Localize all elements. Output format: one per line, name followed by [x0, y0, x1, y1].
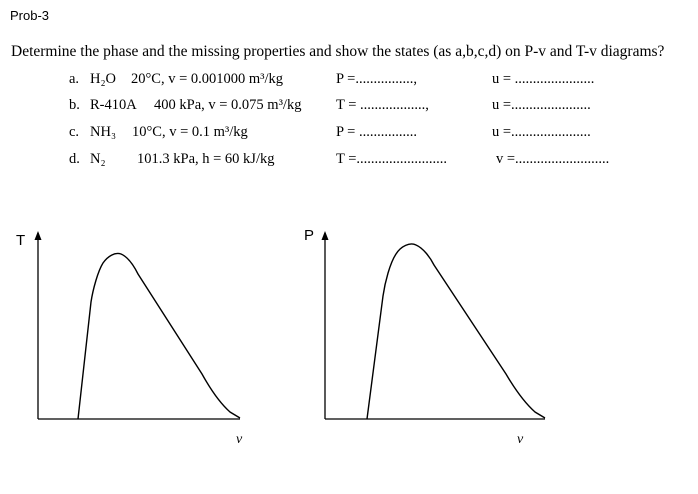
first-unknown-blank: T =......................... [336, 151, 448, 167]
row-letter: b. [69, 97, 80, 113]
row-letter: d. [69, 151, 80, 167]
question-text: Determine the phase and the missing properties and show the states (as a,b,c,d) on P-v and T-v diagrams? [11, 43, 665, 60]
second-unknown-blank: u =...................... [492, 124, 591, 140]
first-unknown-blank: T = .................., [336, 97, 429, 113]
given-conditions: 10°C, v = 0.1 m³/kg [132, 124, 248, 140]
tv-y-axis-label: T [16, 232, 26, 249]
substance-name: R-410A [90, 97, 137, 113]
pv-saturation-dome [367, 244, 545, 419]
given-conditions: 101.3 kPa, h = 60 kJ/kg [137, 151, 275, 167]
given-conditions: 400 kPa, v = 0.075 m³/kg [154, 97, 302, 113]
row-letter: c. [69, 124, 80, 140]
substance-name: N₂ [90, 151, 106, 167]
given-conditions: 20°C, v = 0.001000 m³/kg [131, 71, 284, 87]
row-letter: a. [69, 71, 80, 87]
substance-name: H₂O [90, 71, 116, 87]
second-unknown-blank: u = ...................... [492, 71, 595, 87]
pv-y-axis-arrow [322, 231, 329, 240]
substance-name: NH₃ [90, 124, 116, 140]
first-unknown-blank: P = ................ [336, 124, 417, 140]
first-unknown-blank: P =................, [336, 71, 417, 87]
problem-label: Prob-3 [10, 8, 50, 23]
tv-x-axis-label: v [236, 432, 243, 447]
second-unknown-blank: v =.......................... [496, 151, 610, 167]
pv-x-axis-label: v [517, 432, 524, 447]
pv-y-axis-label: P [304, 227, 315, 244]
second-unknown-blank: u =...................... [492, 97, 591, 113]
